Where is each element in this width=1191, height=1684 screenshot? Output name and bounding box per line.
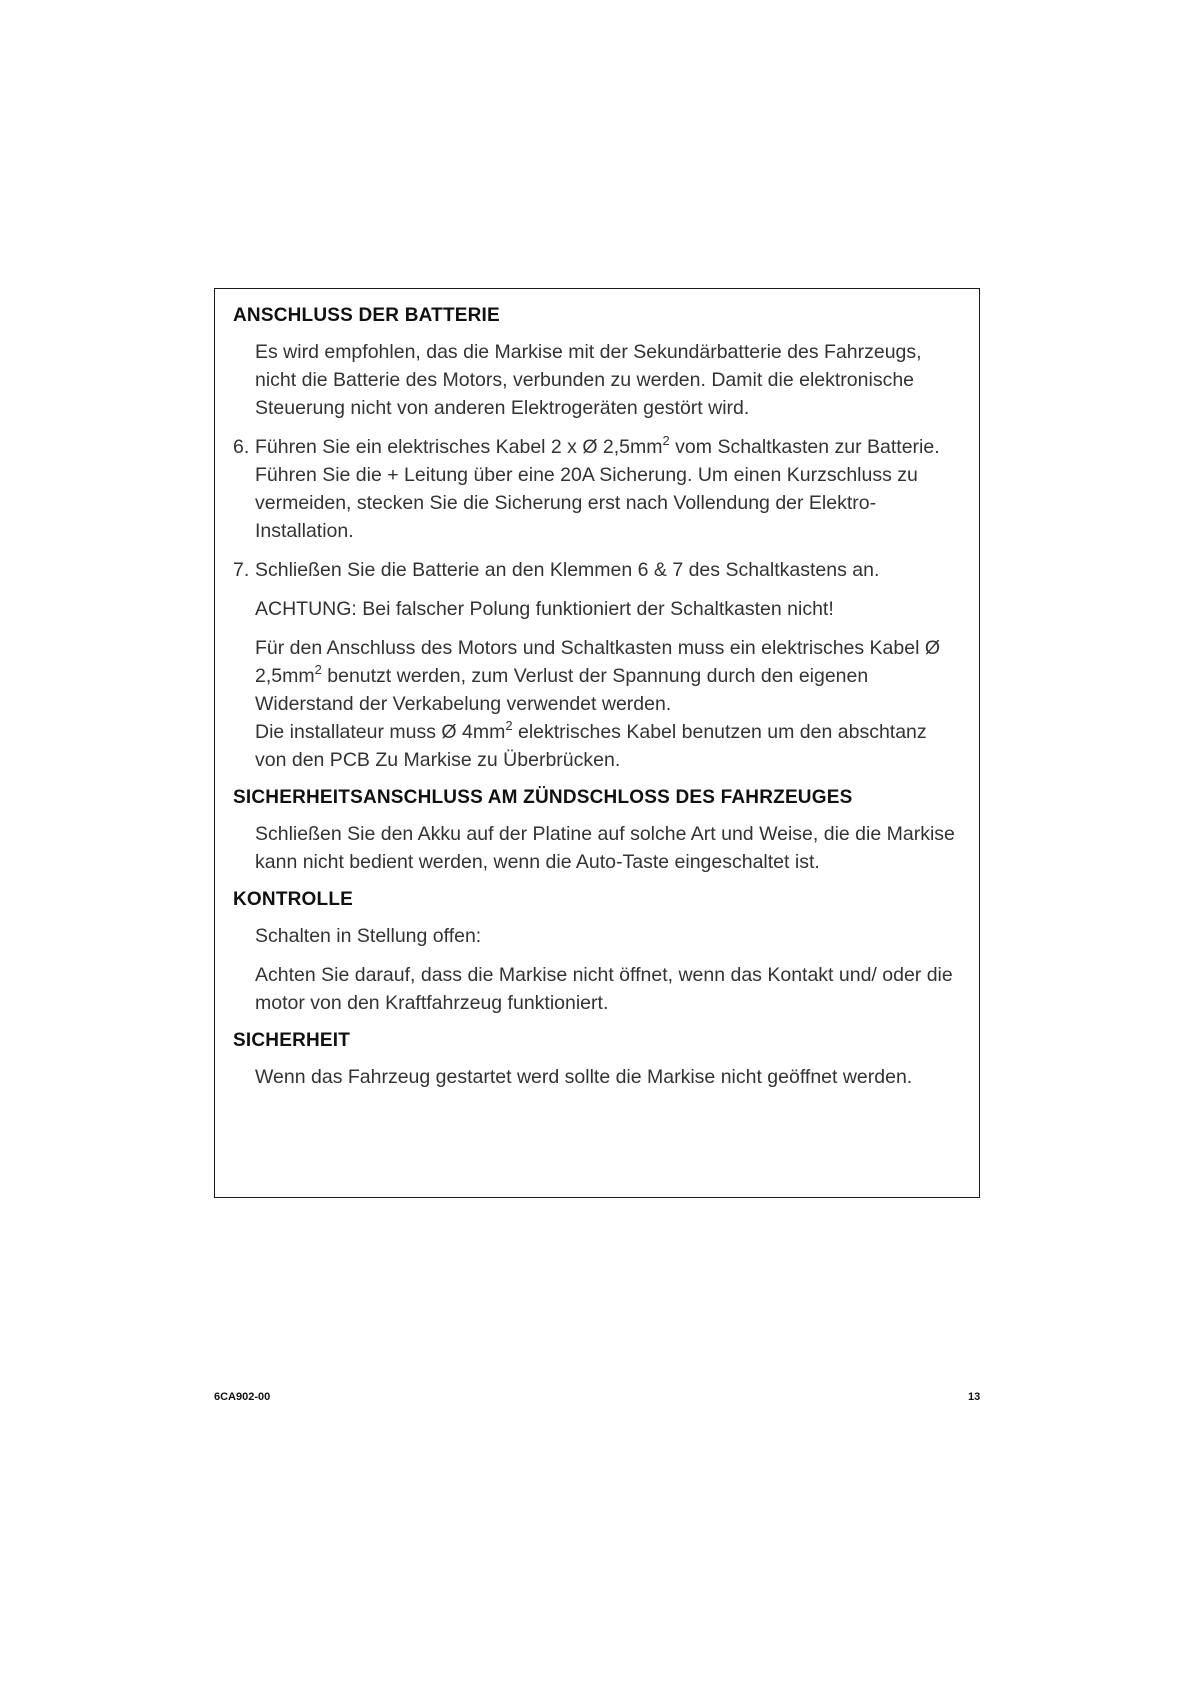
warning-text: ACHTUNG: Bei falscher Polung funktioniert der Schaltkasten nicht!	[255, 598, 834, 620]
step-6-sup: 2	[662, 432, 670, 448]
heading-zuendschloss: SICHERHEITSANSCHLUSS AM ZÜNDSCHLOSS DES FAHRZEUGES	[233, 787, 853, 808]
heading-kontrolle: KONTROLLE	[233, 889, 354, 910]
kontrolle-text-1: Schalten in Stellung offen:	[255, 925, 482, 947]
zuendschloss-text: Schließen Sie den Akku auf der Platine auf solche Art und Weise, die die Markise kann nicht bedient werden, wenn die Auto-Taste eingeschaltet ist.	[255, 823, 955, 873]
batterie-intro: Es wird empfohlen, das die Markise mit der Sekundärbatterie des Fahrzeugs, nicht die Batterie des Motors, verbunden zu werden. Damit die elektronische Steuerung nicht von anderen Elektrogeräten gestört wird.	[255, 341, 922, 419]
step-6-text-b: vom Schaltkasten zur Batterie. Führen Sie die + Leitung über eine 20A Sicherung. Um einen Kurzschluss zu vermeiden, stecken Sie die Sicherung erst nach Vollendung der Elektro-Installation.	[255, 436, 940, 542]
step-6-text-a: Führen Sie ein elektrisches Kabel 2 x Ø 2,5mm	[255, 436, 663, 458]
step-7-text: Schließen Sie die Batterie an den Klemmen 6 & 7 des Schaltkastens an.	[255, 559, 880, 581]
step-6	[233, 432, 963, 545]
heading-sicherheit: SICHERHEIT	[233, 1030, 351, 1051]
cable-note-sup: 2	[314, 661, 322, 677]
sicherheit-text: Wenn das Fahrzeug gestartet werd sollte die Markise nicht geöffnet werden.	[255, 1066, 913, 1088]
step-6-number: 6.	[233, 436, 250, 458]
cable-note-text-a: Für den Anschluss des Motors und Schaltkasten muss ein elektrisches Kabel Ø 2,5mm	[255, 637, 941, 687]
doc-code: 6CA902-00	[214, 1391, 271, 1403]
cable-note	[255, 634, 963, 718]
installer-note	[255, 718, 963, 774]
installer-note-text-a: Die installateur muss Ø 4mm	[255, 721, 506, 743]
installer-note-sup: 2	[505, 717, 513, 733]
step-7-number: 7.	[233, 559, 250, 581]
kontrolle-text-2: Achten Sie darauf, dass die Markise nicht öffnet, wenn das Kontakt und/ oder die motor von den Kraftfahrzeug funktioniert.	[255, 964, 953, 1014]
cable-note-text-b: benutzt werden, zum Verlust der Spannung durch den eigenen Widerstand der Verkabelung verwendet werden.	[255, 665, 869, 715]
heading-anschluss-batterie: ANSCHLUSS DER BATTERIE	[233, 305, 500, 326]
instruction-box	[214, 288, 980, 1198]
step-7	[233, 556, 963, 584]
installer-note-text-b: elektrisches Kabel benutzen um den abschtanz von den PCB Zu Markise zu Überbrücken.	[255, 721, 927, 771]
page-number: 13	[968, 1391, 981, 1403]
